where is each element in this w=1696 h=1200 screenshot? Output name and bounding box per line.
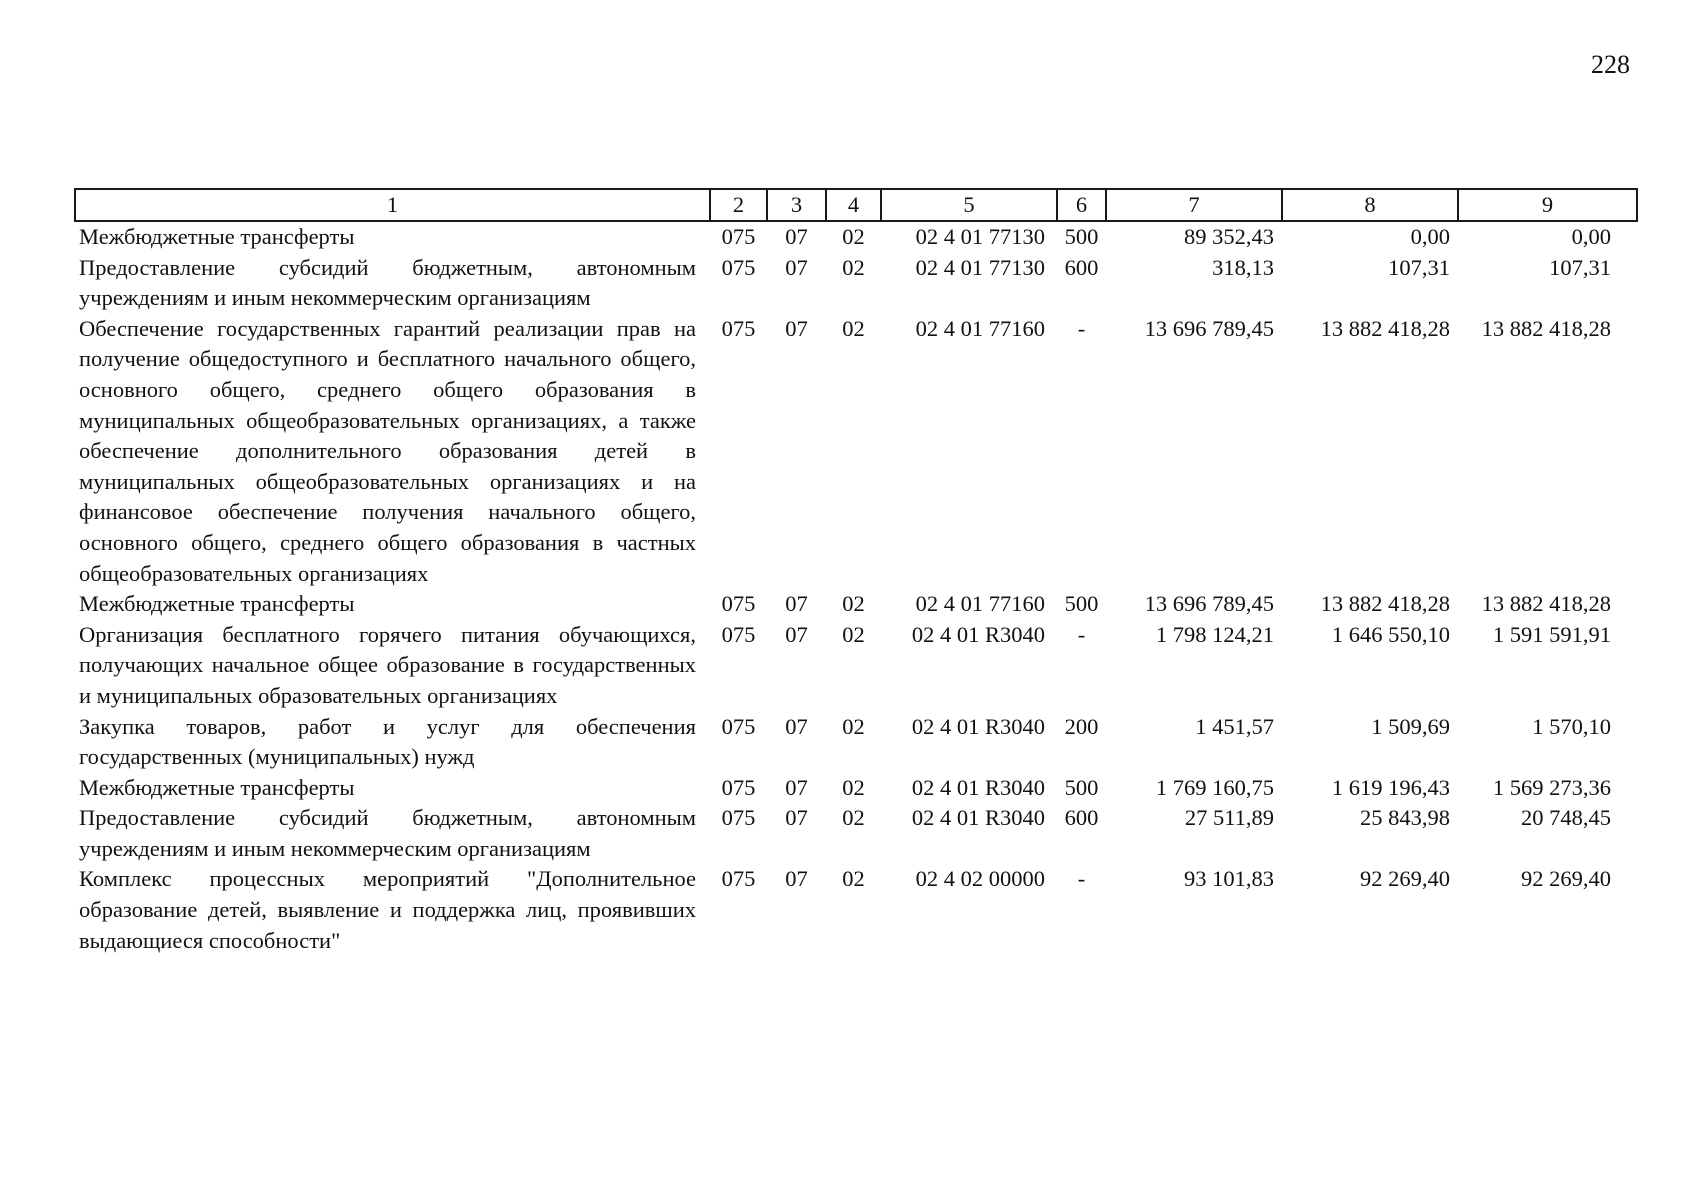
row-name: Обеспечение государственных гарантий реализации прав на получение общедоступного и бесплатного начального общего, основного общего, среднего общего образования в муниципальных общеобразовательных организациях, а также обеспечение дополнительного образования детей в муниципальных общеобразовательных организациях и на финансовое обеспечение получения начального общего, основного общего, среднего общего образования в частных общеобразовательных организациях	[79, 315, 696, 586]
section-code: 07	[785, 774, 808, 800]
budget-table	[74, 188, 1638, 956]
column-header-3: 3	[767, 189, 826, 221]
expense-type-code: 500	[1064, 774, 1099, 800]
amount-col-8: 1 646 550,10	[1331, 621, 1450, 647]
subsection-code: 02	[842, 224, 865, 249]
table-row	[75, 253, 1637, 314]
amount-col-7: 89 352,43	[1184, 224, 1274, 249]
amount-col-7: 27 511,89	[1184, 805, 1274, 831]
amount-col-8: 92 269,40	[1360, 866, 1450, 892]
ved-code: 075	[721, 866, 756, 892]
table-row	[75, 864, 1637, 956]
table-body	[75, 221, 1637, 956]
amount-col-7: 13 696 789,45	[1144, 591, 1274, 617]
subsection-code: 02	[842, 591, 865, 617]
row-name: Межбюджетные трансферты	[79, 591, 355, 617]
amount-col-9: 0,00	[1571, 224, 1611, 249]
table-row	[75, 712, 1637, 773]
amount-col-7: 318,13	[1212, 254, 1274, 280]
amount-col-8: 0,00	[1410, 224, 1450, 249]
subsection-code: 02	[842, 774, 865, 800]
column-header-1: 1	[75, 189, 710, 221]
amount-col-8: 1 619 196,43	[1331, 774, 1450, 800]
table-header	[75, 189, 1637, 221]
expense-type-code: 200	[1064, 713, 1099, 739]
page-number: 228	[1591, 50, 1630, 79]
amount-col-7: 1 798 124,21	[1155, 621, 1274, 647]
table-row	[75, 314, 1637, 589]
target-article-code: 02 4 01 77160	[915, 591, 1045, 617]
ved-code: 075	[721, 774, 756, 800]
ved-code: 075	[721, 713, 756, 739]
expense-type-code: -	[1077, 315, 1086, 341]
row-name: Предоставление субсидий бюджетным, автономным учреждениям и иным некоммерческим организациям	[79, 254, 696, 311]
amount-col-9: 20 748,45	[1521, 805, 1611, 831]
section-code: 07	[785, 866, 808, 892]
row-name: Комплекс процессных мероприятий "Дополнительное образование детей, выявление и поддержка лиц, проявивших выдающиеся способности"	[79, 866, 696, 953]
expense-type-code: 600	[1064, 254, 1099, 280]
section-code: 07	[785, 315, 808, 341]
table-row	[75, 773, 1637, 804]
column-header-5: 5	[881, 189, 1057, 221]
table-row	[75, 620, 1637, 712]
column-header-9: 9	[1458, 189, 1637, 221]
section-code: 07	[785, 621, 808, 647]
subsection-code: 02	[842, 254, 865, 280]
ved-code: 075	[721, 315, 756, 341]
target-article-code: 02 4 01 77130	[915, 254, 1045, 280]
subsection-code: 02	[842, 315, 865, 341]
ved-code: 075	[721, 805, 756, 831]
amount-col-9: 1 569 273,36	[1492, 774, 1611, 800]
column-header-2: 2	[710, 189, 767, 221]
expense-type-code: -	[1077, 621, 1086, 647]
row-name: Предоставление субсидий бюджетным, автономным учреждениям и иным некоммерческим организациям	[79, 805, 696, 861]
amount-col-7: 93 101,83	[1184, 866, 1274, 892]
section-code: 07	[785, 591, 808, 617]
row-name: Межбюджетные трансферты	[79, 224, 355, 249]
subsection-code: 02	[842, 866, 865, 892]
amount-col-9: 92 269,40	[1521, 866, 1611, 892]
target-article-code: 02 4 01 R3040	[911, 774, 1045, 800]
expense-type-code: -	[1077, 866, 1086, 892]
ved-code: 075	[721, 591, 756, 617]
column-header-8: 8	[1282, 189, 1458, 221]
table-row	[75, 803, 1637, 864]
table-row	[75, 589, 1637, 620]
amount-col-9: 107,31	[1549, 254, 1611, 280]
section-code: 07	[785, 713, 808, 739]
target-article-code: 02 4 02 00000	[915, 866, 1045, 892]
row-name: Межбюджетные трансферты	[79, 774, 355, 800]
amount-col-9: 13 882 418,28	[1481, 315, 1611, 341]
amount-col-8: 25 843,98	[1360, 805, 1450, 831]
target-article-code: 02 4 01 R3040	[911, 805, 1045, 831]
amount-col-9: 1 591 591,91	[1492, 621, 1611, 647]
amount-col-8: 1 509,69	[1371, 713, 1450, 739]
section-code: 07	[785, 805, 808, 831]
target-article-code: 02 4 01 R3040	[911, 621, 1045, 647]
amount-col-8: 13 882 418,28	[1320, 591, 1450, 617]
section-code: 07	[785, 254, 808, 280]
column-header-6: 6	[1057, 189, 1106, 221]
expense-type-code: 600	[1064, 805, 1099, 831]
amount-col-8: 107,31	[1388, 254, 1450, 280]
section-code: 07	[785, 224, 808, 249]
row-name: Закупка товаров, работ и услуг для обеспечения государственных (муниципальных) нужд	[79, 713, 696, 770]
expense-type-code: 500	[1064, 591, 1099, 617]
subsection-code: 02	[842, 805, 865, 831]
target-article-code: 02 4 01 R3040	[911, 713, 1045, 739]
subsection-code: 02	[842, 621, 865, 647]
expense-type-code: 500	[1064, 224, 1099, 249]
amount-col-9: 1 570,10	[1532, 713, 1611, 739]
amount-col-7: 1 451,57	[1195, 713, 1274, 739]
row-name: Организация бесплатного горячего питания обучающихся, получающих начальное общее образование в государственных и муниципальных образовательных организациях	[79, 621, 696, 708]
ved-code: 075	[721, 621, 756, 647]
subsection-code: 02	[842, 713, 865, 739]
amount-col-9: 13 882 418,28	[1481, 591, 1611, 617]
ved-code: 075	[721, 224, 756, 249]
ved-code: 075	[721, 254, 756, 280]
column-header-4: 4	[826, 189, 881, 221]
amount-col-7: 1 769 160,75	[1155, 774, 1274, 800]
amount-col-7: 13 696 789,45	[1144, 315, 1274, 341]
header-row	[75, 189, 1637, 221]
target-article-code: 02 4 01 77130	[915, 224, 1045, 249]
column-header-7: 7	[1106, 189, 1282, 221]
table-row	[75, 221, 1637, 253]
amount-col-8: 13 882 418,28	[1320, 315, 1450, 341]
target-article-code: 02 4 01 77160	[915, 315, 1045, 341]
